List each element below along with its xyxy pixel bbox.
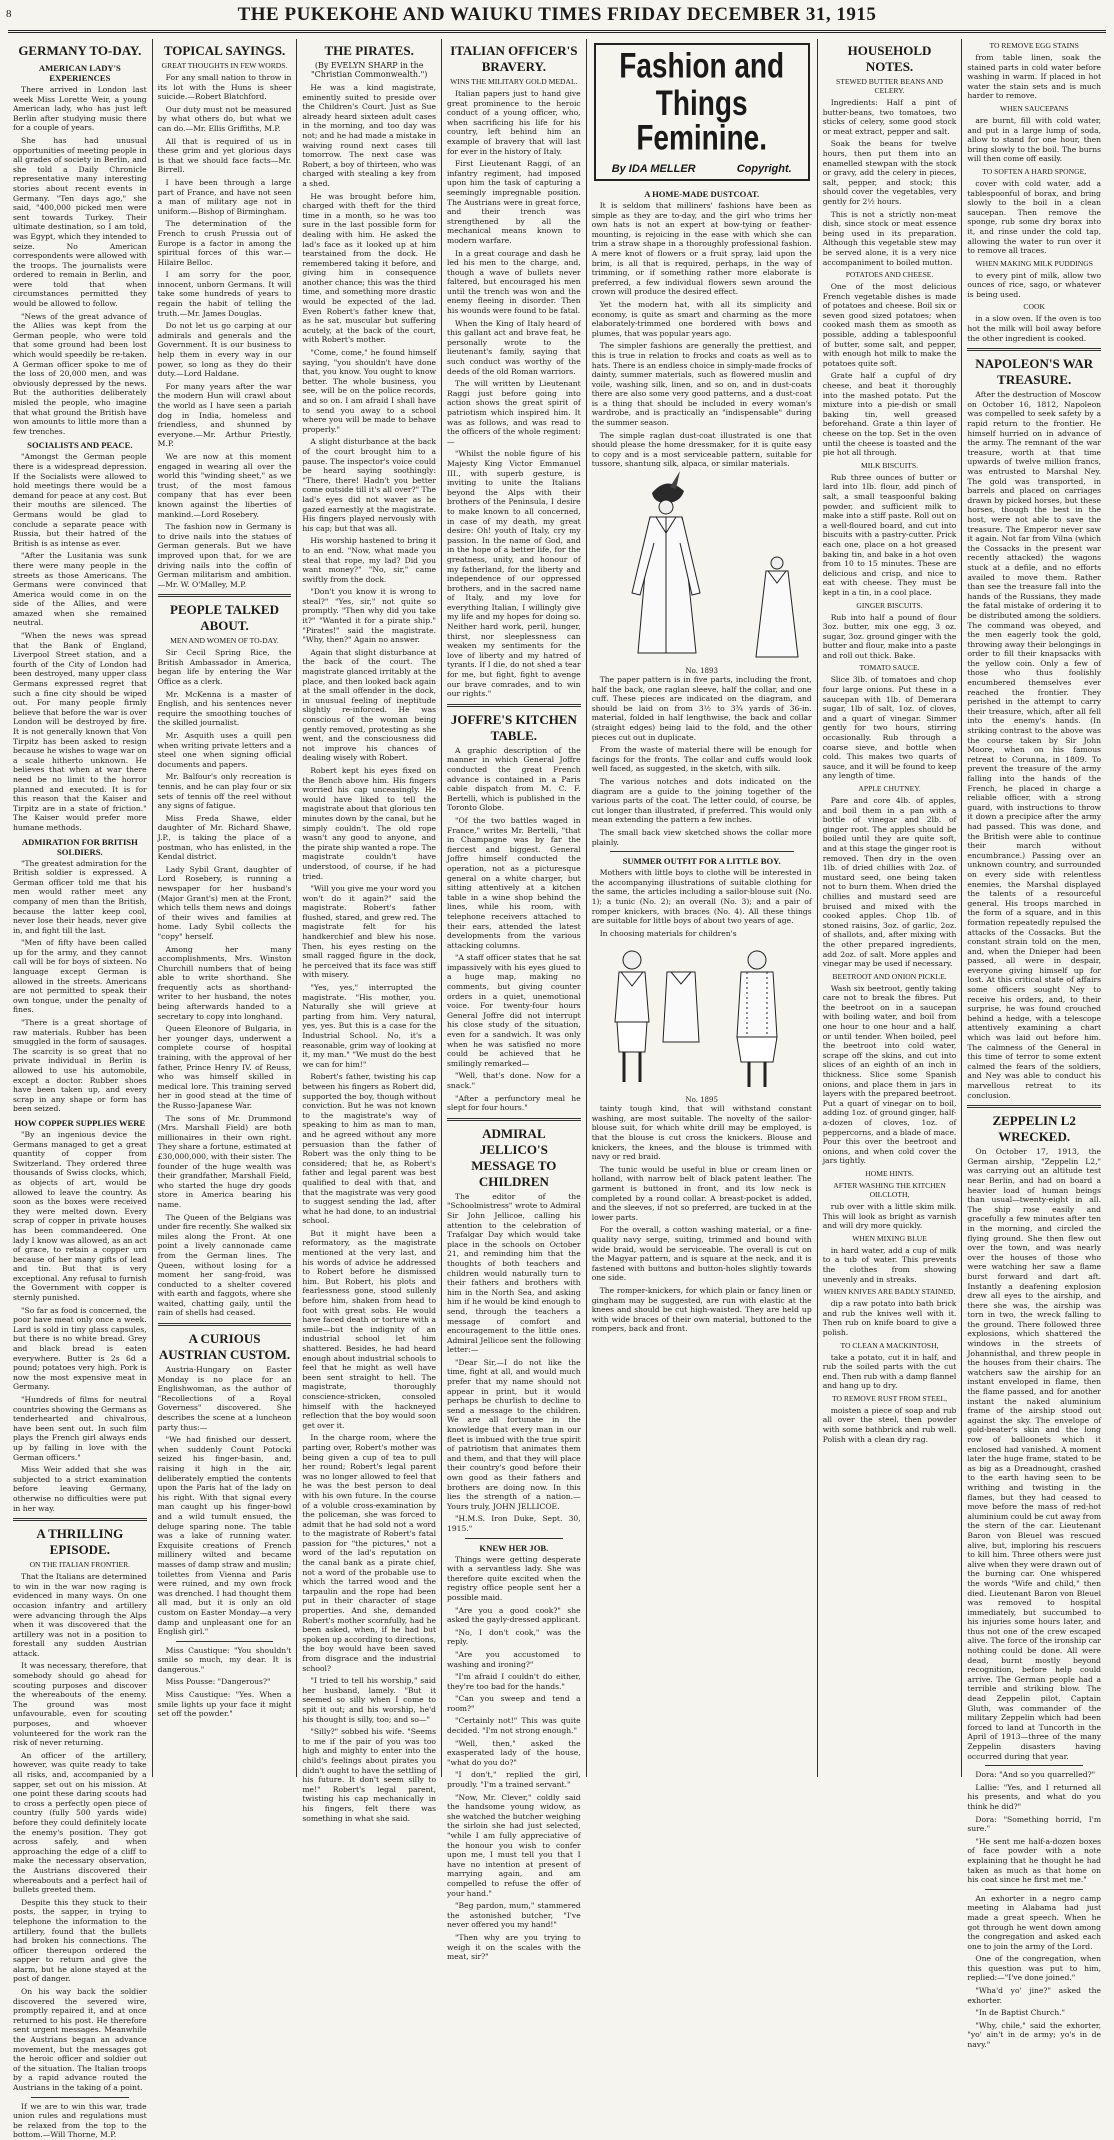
- paragraph: But it might have been a reformatory, as the magistrate mentioned at the very last, and his words of advice he addressed to Robert before he dismissed him. But Robert, his plots and fearlessness gone, stood sullenly before him, shaken from head to foot with great sobs. He would have faced death or torture with a smile—but the indignity of an industrial school let him shattered. Besides, he had heard enough about industrial schools to feel that he might as well have been sent straight to hell. The magistrate, thoroughly conscience-stricken, consoled himself with the hackneyed reflection that the boy would soon get over it.: [302, 1228, 437, 1430]
- paragraph: Wash six beetroot, gently taking care not to break the fibres. Put the beetroot on in a saucepan with boiling water, and boil from one hour to one hour and a half, or until tender. When boiled, peel the beetroot into cold water, scrape off the skins, and cut into slices of an eighth of an inch in thickness. Slice some Spanish onions, and place them in jars in layers with the prepared beetroot. Put a quart of vinegar on to boil, adding 1oz. of ground ginger, half-a-dozen of cloves, 1oz. of peppercorns, and a blade of mace. Pour this over the beetroot and onions, and when cold cover the jars tightly.: [822, 983, 957, 1166]
- paragraph: An officer of the artillery, however, was quite ready to take all risks, and, accompanied by a sapper, set out on his mission. At one point these daring scouts had to cross a perfectly open piece of country (fully 500 yards wide) before they could definitely locate the enemy's position. They got across safely, and when approaching the edge of a cliff to make the necessary observation, the Austrians discovered their whereabouts and a perfect hail of bullets greeted them.: [13, 1750, 147, 1895]
- paragraph: "After a perfunctory meal he slept for four hours.": [447, 1093, 581, 1113]
- fashion-banner: [594, 43, 810, 181]
- paragraph: That the Italians are determined to win in the war now raging is evidenced in many ways. On one occasion infantry and artillery were advancing through the Alps when it was discovered that the artillery was not in a position to forestall any sudden Austrian attack.: [13, 1572, 147, 1658]
- paragraph: Austria-Hungary on Easter Monday is no place for an Englishwoman, as the author of "Recollections of a Royal Governess" discovered. She describes the scene at a luncheon party thus:—: [157, 1365, 292, 1432]
- paragraph: An exhorter in a negro camp meeting in Alabama had just made a great speech. When he got through he went down among the congregation and asked each one to join the army of the Lord.: [967, 1893, 1102, 1951]
- headline-napoleon-treasure: NAPOLEON'S WAR TREASURE.: [975, 356, 1094, 388]
- paragraph: moisten a piece of soap and rub all over the steel, then powder with some bathbrick and rub well. Polish with a clean dry rag.: [822, 1405, 957, 1444]
- paragraph: Mr. Asquith uses a quill pen when writing private letters and a steel one when signing official documents and papers.: [157, 731, 292, 769]
- paragraph: Robert kept his eyes fixed on the Bench above him. His fingers worried his cap unceasingly. He would have liked to tell the magistrate about that glorious ten minutes down by the canal, but he simply couldn't. The old rope wasn't any good to anyone, and the pirate ship wanted a rope. The magistrate couldn't have understood, of course, if he had tried.: [302, 765, 437, 881]
- paragraph: If we are to win this war, trade union rules and regulations must be relaxed from the top to the bottom.—Will Thorne, M.P.: [13, 2101, 147, 2140]
- hint-heading: TO SOFTEN A HARD SPONGE,: [982, 166, 1087, 176]
- headline-household-notes: HOUSEHOLD NOTES.: [847, 43, 932, 74]
- subhead-potatoes-cheese: POTATOES AND CHEESE.: [845, 270, 934, 280]
- paragraph: For the overall, a cotton washing material, or a fine-quality navy serge, suiting, trimmed and bound with wide braid, would be serviceable. The overall is cut on the Magyar pattern, and is square at the neck, and it is fastened with buttons and button-holes slightly towards one side.: [591, 1225, 812, 1283]
- paragraph: "News of the great advance of the Allies was kept from the German people, who were told that some ground had been lost which would speedily be re-taken. A German officer spoke to me of the loss of 20,000 men, and was obviously depressed by the news. But the authorities deliberately misled the people, who imagine that what ground the British have won amounts to little more than a few trenches.: [13, 311, 147, 436]
- figure-caption: No. 1893: [685, 667, 718, 676]
- paragraph: In a great courage and dash he led his men to the charge, and, though a wave of bullets never faltered, but encouraged his men until the trench was won and the enemy fleeing in disorder. Then his wounds were found to be fatal.: [447, 248, 581, 316]
- divider: [465, 1538, 563, 1539]
- paragraph: Ingredients: Half a pint of butter-beans, two tomatoes, two sticks of celery, some good stock or meat extract, pepper and salt.: [822, 98, 957, 136]
- paragraph: In the charge room, where the parting over, Robert's mother was being given a cup of tea to pull her round; Robert's legal parent was no longer allowed to feel that he was the best person to deal with his own future. In the course of a voluble cross-examination by the policeman, she was forced to admit that he had sold not a word to the magistrate of Robert's fatal passion for "the pictures," not a word of the lad's reputation on the canal bank as a pirate chief, not a word of the probable use to which the tarred wood and the tarpaulin and the rope had been put in their character of stage properties. And she, demanded Robert's mother scornfully, had he been asked, when, if he had but spoken up according to directions, the boy would have been saved from disgrace and the industrial school?: [302, 1433, 437, 1673]
- paragraph: Italian papers just to hand give great prominence to the heroic conduct of a young officer, who, when sacrificing his life for his country, left behind him an example of bravery that will last for ever in the history of Italy.: [447, 89, 581, 156]
- divider: [985, 1889, 1083, 1890]
- subhead-milk-biscuits: MILK BISCUITS.: [861, 460, 918, 470]
- quote: Do not let us go carping at our admirals and generals and the Government. It is our business to help them in every way in our power, so long as they do their duty.—Lord Haldane.: [157, 321, 292, 379]
- subhead-socialists: SOCIALISTS AND PEACE.: [27, 440, 133, 451]
- paragraph: "Come, come," he found himself saying, "you shouldn't have done that, you know. You ought to know better. The whole business, you see, will be on the police records, and so on. I am afraid I shall have to send you away to a school where you will be made to behave properly.": [302, 348, 437, 434]
- paragraph: A graphic description of the manner in which General Joffre conducted the great French advance is contained in a Paris cable dispatch from M. C. F. Bertelli, which is published in the Toronto Globe.: [447, 745, 581, 813]
- paragraph: "Why, chile," said the exhorter, "yo' ain't in de army; yo's in de navy.": [967, 2020, 1102, 2050]
- paragraph: Slice 3lb. of tomatoes and chop four large onions. Put these in a saucepan with 1lb. of Demerara sugar, 1lb of salt, 1oz. of cloves, and a quart of vinegar. Simmer gently for two hours, stirring occasionally. Rub through a coarse sieve, and bottle when cold. This makes two quarts of sauce, and it will be found to keep any length of time.: [822, 675, 957, 781]
- paragraph: Soak the beans for twelve hours, then put them into an enamelled stewpan with the stock or gravy, add the celery in pieces, salt, pepper, and stock; this should cover the vegetables, very gently for 2½ hours.: [822, 139, 957, 206]
- figure-caption: No. 1895: [685, 1096, 718, 1105]
- paragraph: The tunic would be useful in blue or cream linen or holland, with narrow belt of black patent leather. The garment is buttoned in front, and its low neck is completed by a round collar. A breast-pocket is added, and the sleeves, if not so preferred, are tucked in at the lower parts.: [591, 1164, 812, 1222]
- headline-zeppelin-wrecked: ZEPPELIN L2 WRECKED.: [992, 1113, 1076, 1145]
- paragraph: "By an ingenious device the Germans managed to get a great quantity of copper from Switzerland. They ordered three thousands of Swiss clocks, which, as objects of art, would be allowed to leave the country. As soon as the boxes were received they were melted down. Every scrap of copper in private houses has been commandeered. One lady I know was allowed, as an act of grace, to retain a copper urn because of her many gifts of lead and tin. But that is very exceptional. Any refusal to furnish the Government with copper is sternly punished.: [13, 1129, 147, 1303]
- paragraph: Miss Caustique: "Yes. When a smile lights up your face it might set off the powder.": [157, 1690, 292, 1719]
- paragraph: His worship hastened to bring it to an end. "Now, what made you steal that rope, my lad? Did you want money?" "No, sir," came swiftly from the dock.: [302, 536, 437, 584]
- back-view-sketch-icon: [742, 553, 812, 663]
- paragraph: cover with cold water, add a tablespoonful of borax, and bring slowly to the boil in a clean saucepan. Then remove the sponge, rub some dry borax into it, and rinse under the cold tap, allowing the water to run over it to remove all traces.: [967, 178, 1102, 256]
- paragraph: "Now, Mr. Clever," coldly said the handsome young widow, as she watched the butcher weighing the sirloin she had just selected, "while I am fully appreciative of the honour you wish to confer upon me, I must tell you that I have no intention at present of marrying again, and am compelled to refuse the offer of your hand.": [447, 1792, 581, 1898]
- paragraph: Things were getting desperate with a servantless lady. She was therefore quite excited when the registry office people sent her a possible maid.: [447, 1554, 581, 1602]
- paragraph: There arrived in London last week Miss Lorette Weir, a young American lady, who has just left Berlin after studying music there for a couple of years.: [13, 85, 147, 133]
- paragraph: The romper-knickers, for which plain or fancy linen or gingham may be suggested, are run with elastic at the knees and should be cut high-waisted. They are held up with wide braces of their own material, buttoned to the rompers, back and front.: [591, 1285, 812, 1334]
- paragraph: "Are you a good cook?" she asked the gayly-dressed applicant.: [447, 1605, 581, 1625]
- paragraph: "In de Baptist Church.": [975, 2008, 1066, 2018]
- quote: We are now at this moment engaged in wearing all over the world this "winding sheet," as we trust, of the most famous company that has ever been known against the liberties of mankind.—Lord Rosebery.: [157, 451, 292, 519]
- paragraph: "There is a great shortage of raw materials. Rubber has been smuggled in the form of sausages. The scarcity is so great that no private individual in Berlin is allowed to use his automobile, except a doctor. Rubber shoes have been taken up, and every scrap in any shape or form has been seized.: [13, 1018, 147, 1114]
- divider: [176, 1641, 274, 1642]
- paragraph: "Well, that's done. Now for a snack.": [447, 1071, 581, 1090]
- paragraph: The simple raglan dust-coat illustrated is one that should please the home dressmaker, for it is quite easy to copy and is a most serviceable pattern, suitable for tussore, shantung silk, alpaca, or similar materials.: [591, 430, 812, 469]
- quote: I am sorry for the poor, innocent, unborn Germans. It will take some hundreds of years to regain the habit of telling the truth.—Mr. James Douglas.: [157, 270, 292, 318]
- divider: [985, 1765, 1083, 1766]
- divider: [447, 704, 581, 707]
- paragraph: Dora: "Something horrid, I'm sure.": [967, 1814, 1102, 1834]
- paragraph: Miss Pousse: "Dangerous?": [165, 1677, 271, 1687]
- paragraph: First Lieutenant Raggi, of an infantry regiment, had imposed upon him the task of capturing a seemingly impregnable position. The Austrians were in great force, and their trench was strengthened by all the mechanical means known to modern warfare.: [447, 159, 581, 245]
- quote: For any small nation to throw in its lot with the Huns is sheer suicide.—Robert Blatchford.: [157, 73, 292, 102]
- divider: [158, 1323, 292, 1326]
- banner-title-line-2: Feminine.: [636, 118, 768, 157]
- paragraph: The Queen of the Belgians was under fire recently. She walked six miles along the Front. At one point a lively cannonade came from the German lines. The Queen, without losing for a moment her sang-froid, was conducted to a shelter covered with earth and faggots, where she waited, chatting gaily, until the rain of shells had ceased.: [157, 1212, 292, 1318]
- subhead-italian-frontier: ON THE ITALIAN FRONTIER.: [29, 1560, 131, 1570]
- paragraph: The paper pattern is in five parts, including the front, half the back, one raglan sleeve, half the collar, and one cuff. These pieces are indicated on the diagram, and should be laid on from 3½ to 3¾ yards of 36-in. material, folded in half lengthwise, the back and collar (straight edges) being laid to the fold, and the other pieces cut out in duplicate.: [591, 675, 812, 742]
- paragraph: "Are you accustomed to washing and ironing?": [447, 1649, 581, 1669]
- paragraph: "After the Lusitania was sunk there were many people in the streets as those Americans. The Germans were convinced that America would come in on the side of the Allies, and were amazed when she remained neutral.: [13, 551, 147, 628]
- paragraph: Despite this they stuck to their posts, the sapper, in trying to telephone the information to the artillery, found that the bullets had broken his connections. The officer thereupon ordered the sapper to return and give the alarm, but he alone stayed at the post of danger.: [13, 1897, 147, 1984]
- paragraph: "Well, then," asked the exasperated lady of the house, "what do you do?": [447, 1738, 581, 1767]
- hint-heading: AFTER WASHING THE KITCHEN OILCLOTH,: [833, 1180, 946, 1199]
- paragraph: are burnt, fill with cold water, and put in a large lump of soda, allow to stand for one hour, then bring slowly to the boil. The burns will then come off easily.: [967, 115, 1102, 164]
- paragraph: The various notches and dots indicated on the diagram are a guide to the joining together of the various parts of the coat. The letter could, of course, be cut longer than illustrated, if preferred. This would only mean extending the pattern a few inches.: [591, 776, 812, 825]
- paragraph: It was necessary, therefore, that somebody should go ahead for scouting purposes and discover the whereabouts of the enemy. The ground was most unfavourable, even for scouting purposes, and whoever volunteered for the work ran the risk of never returning.: [13, 1661, 147, 1748]
- paragraph: "A staff officer states that he sat impassively with his eyes glued to a huge map, making no comments, but giving counter orders in a quiet, unemotional voice. For twenty-four hours General Joffre did not interrupt his close study of the situation, even for a sandwich. It was only when he was satisfied no more could be achieved that he smilingly remarked—: [447, 953, 581, 1068]
- paragraph: The small back view sketched shows the collar more plainly.: [591, 827, 812, 847]
- headline-italian-officer: ITALIAN OFFICER'S BRAVERY.: [450, 43, 578, 74]
- column-3: [297, 39, 442, 1823]
- paragraph: He was a kind magistrate, eminently suited to preside over the Children's Court. Just as Sue already heard sixteen adult cases in the morning, and too day was not; and he had made a mistake in waiving round next cases till tomorrow. The next case was Robert, a boy of thirteen, who was charged with stealing a key from a shed.: [302, 83, 437, 188]
- paragraph: Dora: "And so you quarrelled?": [975, 1770, 1096, 1780]
- paragraph: to every pint of milk, allow two ounces of rice, sago, or whatever is being used.: [967, 270, 1102, 299]
- paragraph: The simpler fashions are generally the prettiest, and this is true in relation to frocks and coats as well as to hats. There is an endless choice in simply-made frocks of dainty, summer materials, such as flowered muslin and voile, washing silk, linen, and so on, and in dust-coats there are also some very good patterns, and a dust-coat is a thing that should be included in every woman's wardrobe, and is practically an "indispensable" during the summer season.: [591, 341, 812, 428]
- paragraph: On October 17, 1913, the German airship, "Zeppelin L2," was carrying out an altitude test near Berlin, and had on board a heavier load of human beings than usual—twenty-eight in all. The ship rose easily and gracefully a few minutes after ten in the morning, and circled the flying ground. She then flew out over the town, and was nearly over the houses of those who were watching her saw a flame burst forward and dart aft. Instantly a deafening explosion drew all eyes to the airship, and there she was, the airship was torn in two, the wreck falling to the ground. There followed three explosions, which shattered the windows in the streets of Johannisthal, and threw people in the houses from their chairs. The watchers saw the airship for an instant enveloped in flame, then the flame passed, and for another instant the naked aluminium frame of the airship stood out against the sky. The envelope of gold-beater's skin and the long row of balloonets which it enclosed had vanished. A moment later the huge frame, stated to be as big as a Dreadnought, crashed to the earth having seen to be writhing and twisting in the flames, but they had ceased to move before the mass of red-hot aluminium could be cut away from the stern of the car. Lieutenant Baron von Bleuel was rescued alive, but, imploring his rescuers to kill him. Three others were just alive when they were drawn out of the burning car. One whispered the words "Wife and child," then died. Lieutenant Baron von Bleuel was removed to hospital immediately, but succumbed to his injuries some hours later, and thus not one of the crew escaped alive. The force of the ironship car nothing could be done. All were dead, burnt mostly beyond recognition, before help could arrive. The German people had a terrible and striking blow. The dead Zeppelin pilot, Captain Gluth, was commander of the military Zeppelin which had been forced to land at Tuncorth in the April of 1913—three of the many Zeppelin disasters having occurred during that year.: [967, 1147, 1102, 1761]
- paragraph: Lady Sybil Grant, daughter of Lord Rosebery, is running a newspaper for her husband's (Major Grant's) men at the Front, which tells them news and doings of their wives and families at home. Lady Sybil collects the "copy" herself.: [157, 864, 292, 941]
- paragraph: "Silly?" sobbed his wife. "Seems to me if the pair of you was too high and mighty to enter into the child's feelings about pirates you didn't ought to have the settling of his future. It don't seem silly to me!" Robert's legal parent, twisting his cap mechanically in his fingers, felt there was something in what she said.: [302, 1727, 437, 1823]
- paragraph: When the King of Italy heard of this gallant act and brave feat, he personally wrote to the lieutenant's family, saying that such conduct was worthy of the deeds of the old Roman warriors.: [447, 318, 581, 376]
- quote: The fashion now in Germany is to drive nails into the statues of German generals. But we have improved upon that, for we are driving nails into the coffin of German militarism and ambition.—Mr. W. O'Malley, M.P.: [157, 522, 292, 589]
- column-2: [153, 39, 298, 1777]
- subhead-tomato-sauce: TOMATO SAUCE.: [859, 663, 920, 673]
- paragraph: She has had unusual opportunities of meeting people in all grades of society in Berlin, and she told a Daily Chronicle representative many interesting stories about recent events in Germany. "Ten days ago," she said, "400,000 picked men were sent towards Turkey. Their ultimate destination, so I am told, was Egypt, which they intended to seize. No American correspondents were allowed with the troops. The journalists were ordered to remain in Berlin, and were told that when circumstances permitted they would be allowed to follow.: [13, 135, 147, 309]
- subhead-gold-medal: WINS THE MILITARY GOLD MEDAL.: [450, 77, 578, 86]
- hint-heading: WHEN SAUCEPANS: [1000, 103, 1069, 113]
- paragraph: One of the congregation, when this question was put to him, replied:—"I've done joined.": [967, 1954, 1102, 1983]
- paragraph: "Hundreds of films for neutral countries showing the Germans as tenderhearted and chivalrous, have been sent out. In such film plays the French girl always ends up by falling in love with the German officers.": [13, 1395, 147, 1462]
- paragraph: "We had finished our dessert, when suddenly Count Potocki seized his finger-basin, and, raising it high in the air, deliberately emptied the contents upon the Paris hat of the lady on his right. With that signal every man caught up his finger-bowl and a wild tumult ensued, the deluge sparing none. The table was a lake of running water. Exquisite creations of French millinery wilted and became masses of damp straw and muslin; toilettes from Vienna and Paris were ruined, and my own frock was drenched. I had thought them all mad, but it is only an old custom on Easter Monday—a very damp and unpleasant one for an English girl.": [157, 1435, 292, 1637]
- hint-heading: TO REMOVE RUST FROM STEEL,: [831, 1393, 948, 1403]
- paragraph: "I don't," replied the girl, proudly. "I'm a trained servant.": [447, 1770, 581, 1790]
- paragraph: Lallie: "Yes, and I returned all his presents, and what do you think he did?": [967, 1782, 1102, 1811]
- paragraph: Mothers with little boys to clothe will be interested in the accompanying illustrations of suitable clothing for the same, the articles including a sailor-blouse suit (No. 1); a tunic (No. 2); an overall (No. 3); and a pair of romper knickers, with braces (No. 4). All these things are suitable for little boys of about two years of age.: [591, 868, 812, 926]
- column-5: [587, 39, 818, 1777]
- quote: All that is required of us in these grim and yet glorious days is that we should face facts—Mr. Birrell.: [157, 136, 292, 175]
- paragraph: "Certainly not!" This was quite decided. "I'm not strong enough.": [447, 1716, 581, 1736]
- divider: [158, 594, 292, 597]
- byline: (By EVELYN SHARP in the "Christian Commonwealth."): [310, 61, 428, 79]
- headline-curious-austrian-custom: A CURIOUS AUSTRIAN CUSTOM.: [158, 1331, 291, 1363]
- paragraph: "Men of fifty have been called up for the army, and they cannot call will be for boys of sixteen. No language except German is allowed in the streets. Americans are not permitted to speak their own tongue, under the penalty of fines.: [13, 938, 147, 1015]
- columns: [8, 39, 1106, 2140]
- quote: I have been through a large part of France, and have not seen a man of military age not in uniform.—Bishop of Birmingham.: [157, 177, 292, 216]
- paragraph: "Whilst the noble figure of his Majesty King Victor Emmanuel III., with superb gesture, is inviting to unite the Italians beyond the Alps with their brothers of the Peninsula, I desire to make known to all concerned, in case of my death, my great desire: Oh! youth of Italy, cry my passion. In the name of God, and in the hope of a better life, for the greatness, unity, and honour of my fatherland, for the liberty and independence of our oppressed brothers, and in the sacred name of Italy, and my love for everything Italian, I willingly give my life and my hopes for doing so. Neither hard work, peril, hunger, thirst, nor sleeplessness can weaken my sentiments for the love of liberty and my hatred of tyrants. If I die, do not shed a tear for me, but fight, fight to avenge our brave comrades, and to win our rights.": [447, 449, 581, 699]
- paragraph: It is seldom that milliners' fashions have been as simple as they are to-day, and the girl who trims her own hats is not an expert at bow-tying or feather-mounting, is rejoicing in the ease with which she can trim a straw shape in a thoroughly professional fashion. A mere knot of flowers or a fruit spray, laid upon the brim, is all that is required, perhaps, in the way of trimming, or if something rather more elaborate is preferred, a few individual flowers sewn around the crown will produce the desired effect.: [591, 201, 812, 297]
- banner-byline: [602, 163, 802, 175]
- paragraph: "Then why are you trying to weigh it on the scales with the meat, sir?": [447, 1932, 581, 1962]
- banner-author: By IDA MELLER: [611, 163, 696, 175]
- paragraph: Rub three ounces of butter or lard into 1lb. flour, add pinch of salt, a small teaspoonful baking powder, and sufficient milk to make into a stiff paste. Roll out on a well-floured board, and cut into biscuits with a pastry-cutter. Prick each one, place on a hot greased baking tin, and bake in a hot oven from 10 to 15 minutes. These are delicious and crisp, and nice to eat with cheese. They must be kept in a tin, in a cool place.: [822, 472, 957, 597]
- subhead-stewed-beans: STEWED BUTTER BEANS AND CELERY.: [836, 77, 943, 95]
- paragraph: "I'm afraid I couldn't do either, they're too bad for the hands.": [447, 1672, 581, 1691]
- paragraph: The editor of the "Schoolmistress" wrote to Admiral Sir John Jellicoe, calling his attention to the celebration of Trafalgar Day which would take place in the schools on October 21, and reminding him that the thoughts of both teachers and children would naturally turn to their fathers and brothers with him in the North Sea, and asking him if he would be kind enough to send, through the teachers a message of comfort and encouragement to the little ones. Admiral Jellicoe sent the following letter:—: [447, 1191, 581, 1355]
- headline-people-talked-about: PEOPLE TALKED ABOUT.: [170, 602, 279, 634]
- hint-heading: WHEN MAKING MILK PUDDINGS: [975, 258, 1093, 268]
- paragraph: Miss Caustique: "You shouldn't smile so much, my dear. It is dangerous.": [157, 1645, 292, 1674]
- divider: [967, 348, 1101, 351]
- paragraph: "Wha'd yo' jine?" asked the exhorter.: [967, 1986, 1102, 2005]
- hint-heading: WHEN MIXING BLUE: [852, 1233, 927, 1243]
- paragraph: Miss Freda Shawe, elder daughter of Mr. Richard Shawe, J.P., is taking the place of a postman, who has enlisted, in the Kendal district.: [157, 813, 292, 862]
- subhead-american-lady: AMERICAN LADY'S EXPERIENCES: [38, 63, 121, 83]
- hint-heading: TO REMOVE EGG STAINS: [989, 41, 1079, 50]
- column-6: [818, 39, 963, 1777]
- headline-summer-outfit: SUMMER OUTFIT FOR A LITTLE BOY.: [622, 856, 781, 867]
- paragraph: "Can you sweep and tend a room?": [447, 1694, 581, 1713]
- paragraph: "No, I don't cook," was the reply.: [447, 1627, 581, 1647]
- paragraph: In choosing materials for children's: [599, 928, 737, 938]
- paragraph: "Amongst the German people there is a widespread depression. If the Socialists were allowed to hold meetings there would be a demand for peace at any cost. But their mouths are silenced. The Germans would be glad to conclude a separate peace with Russia, but their hatred of the British is as intense as ever.: [13, 452, 147, 548]
- hint-heading: TO CLEAN A MACKINTOSH,: [840, 1340, 939, 1350]
- paragraph: Grate half a cupful of dry cheese, and beat it thoroughly into the mashed potato. Put the mixture into a pie-dish or small baking tin, well greased beforehand. Grate a thin layer of cheese on the top. Set in the oven until the cheese is toasted and the pie hot all through.: [822, 371, 957, 458]
- newspaper-title: THE PUKEKOHE AND WAIUKU TIMES FRIDAY DECEMBER 31, 1915: [237, 4, 877, 25]
- paragraph: Robert's father, twisting his cap between his fingers as Robert did, supported the boy, though without conviction. But he was not known to the magistrate's way of speaking to him as man to man, and he agreed without any more persuasion than the father of Robert was the only thing to be considered; that he, as Robert's father and legal parent was best qualified to deal with that, and that the magistrate was very good to suggest sending the lad, after what he had done, to an industrial school.: [302, 1072, 437, 1226]
- headline-topical-sayings: TOPICAL SAYINGS.: [163, 43, 286, 58]
- subhead-ginger-biscuits: GINGER BISCUITS.: [856, 600, 923, 610]
- paragraph: The will written by Lieutenant Raggi just before going into action shows the great spirit of patriotism which inspired him. It was as follows, and was read to the officers of the whole regiment:—: [447, 379, 581, 446]
- paragraph: "I tried to tell his worship," said her husband, lamely. "But it seemed so silly when I come to spit it out; and his worship, he'd his thought is silly, too; and so—": [302, 1676, 437, 1724]
- hint-heading: COOK: [1023, 302, 1045, 312]
- paragraph: After the destruction of Moscow on October 16, 1812, Napoleon was compelled to seek safety by a rapid return to the frontier. He himself hurried on in advance of the army. The remnant of the war treasure, worth at that time upwards of twelve million francs, was entrusted to Marshal Ney. The gold was transported, in barrels and placed on carriages drawn by picked horses, but these horses, though the best in the host, were not able to save the treasure. The Emperor never saw it again. Not far from Vilna (which the Cossacks in the present war recently attacked) the wagons stuck at a defile, and no efforts availed to move them. Rather than see the treasure fall into the hands of the Russians, they made the fatal mistake of ordering it to be distributed among the soldiers. The command was obeyed, and the men eagerly took the gold, throwing away their belongings in order to fill their knapsacks with the yellow coin. Only a few of those who thus foolishly encumbered themselves ever reached the frontier. They perished in the attempt to carry their treasure, which, after all fell into the enemy's hands. (In striking contrast to the above was the course taken by Sir John Moore, when on his famous retreat to Corunna, in 1809. To prevent the treasure of the army falling into the hands of the French, he placed in charge a reliable officer, with a strong guard, with instructions to throw it down a precipice after the army had passed. This was done, and the British were able to continue their march without encumbrance.) Passing over an unknown country, and surrounded on every side with relentless enemies, the Marshal displayed the talents of a resourceful general. His troops marched in the form of a square, and in this formation repeatedly repulsed the attacks of the Cossacks. But the constant strain told on the men, and, when the Dnieper had been passed, all were in despair, everyone giving himself up for lost. At this critical state of affairs some officers sought Ney to receive his orders, and, to their surprise, he was found crouched behind a hedge, with a telescope attentively examining a chart which was laid out before him. The calmness of the General in this time of terror to some extent calmed the fears of the soldiers, and Ney was able to conduct his marvellous retreat to its conclusion.: [967, 390, 1102, 1100]
- headline-knew-her-job: KNEW HER JOB.: [479, 1542, 549, 1553]
- paragraph: take a potato, cut it in half, and rub the soiled parts with the cut end. Then rub with a damp flannel and hang up to dry.: [822, 1352, 957, 1391]
- subhead-great-thoughts: GREAT THOUGHTS IN FEW WORDS.: [161, 61, 288, 70]
- paragraph: From the waste of material there will be enough for facings for the fronts. The collar and cuffs would look well faced, as suggested, in the sketch, with silk.: [591, 745, 812, 774]
- paragraph: from table linen, soak the stained parts in cold water before washing in warm. If placed in hot water the stain sets and is much harder to remove.: [967, 53, 1102, 101]
- column-4: [442, 39, 587, 1962]
- romper-boy-icon: [707, 942, 807, 1092]
- paragraph: tainty tough kind, that will withstand constant washing, are most suitable. The novelty of the sailor-blouse suit, for which white drill may be employed, is that the blouse is cut cross the knickers. Blouse and knickers, the knees, and the blouse is trimmed with navy or red braid.: [591, 1104, 812, 1162]
- banner-title-line-1: Fashion and Things: [619, 46, 785, 123]
- paragraph: "He sent me half-a-dozen boxes of face powder with a note explaining that he thought he had taken as much as that home on his coat since he first met me.": [967, 1836, 1102, 1885]
- masthead: [8, 0, 1106, 33]
- page-number: 8: [6, 8, 12, 20]
- woman-in-dustcoat-icon: [592, 473, 742, 663]
- subhead-home-hints: HOME HINTS.: [865, 1168, 914, 1178]
- quote: For many years after the war the modern Hun will crawl about the world as I have seen a pariah dog in India, homeless and friendless, and shunned by everyone.—Mr. Arthur Priestly, M.P.: [157, 381, 292, 449]
- paragraph: Mr. McKenna is a master of English, and his sentences never require the smoothing touches of the skilled journalist.: [157, 689, 292, 728]
- paragraph: On his way back the soldier discovered the severed wire, promptly repaired it, and at once returned to his post. He therefore sent urgent messages. Meanwhile the Austrians began an advance movement, but the messages got the heroic officer and soldier out of the situation. The Italian troops by a rapid advance routed the Austrians in the taking of a point.: [13, 1987, 147, 2092]
- quote: The determination of the French to crush Prussia out of Europe is a factor in among the spiritual forces of this war.—Hilaire Belloc.: [157, 219, 292, 267]
- divider: [610, 851, 794, 852]
- paragraph: He was brought before him, charged with theft for the third time in a month, so he was too sure in the last possible form for dealing with him. He asked the lad's face as it looked up at him tearstained from the dock. He remembered taking it before, and giving him in consequence another chance; this was the third time, and something more drastic would be expected of the lad. Even Robert's father knew that, as he sat, muscular but suffering acutely, at the back of the court, with Robert's mother.: [302, 191, 437, 345]
- headline-the-pirates: THE PIRATES.: [324, 43, 414, 58]
- paragraph: Miss Weir added that she was subjected to a strict examination before leaving Germany, otherwise no difficulties were put in her way.: [13, 1465, 147, 1513]
- paragraph: "The greatest admiration for the British soldier is expressed. A German officer told me that his men would rather meet any company of men than the British, because the latter keep cool, never lose their heads, never give in, and fight till the last.: [13, 858, 147, 935]
- subhead-copper: HOW COPPER SUPPLIES WERE: [14, 1117, 146, 1128]
- subhead-admiration: ADMIRATION FOR BRITISH SOLDIERS.: [21, 836, 138, 857]
- paragraph: "When the news was spread that the Bank of England, Liverpool Street station, and a fourth of the City of London had been destroyed, many upper class Germans expressed regret that such a fine city should be wiped out. For many people firmly believe that before the war is over London will be destroyed by fire. It is not generally known that Von Tirpitz has been asked to resign because he wishes to wage war on a scale hitherto unknown. He believes that when at war there need be no limit to the horror planned and executed. It is for this reason that the Kaiser and Tirpitz are in a state of friction." The Kaiser would prefer more humane methods.: [13, 631, 147, 832]
- column-1: [8, 39, 153, 2140]
- divider: [31, 2097, 129, 2098]
- paragraph: This is not a strictly non-meat dish, since stock or meat essence being used in its preparation. Although this vegetable stew may be served alone, it is a very nice accompaniment to boiled mutton.: [822, 209, 957, 267]
- divider: [967, 1105, 1101, 1108]
- subhead-beetroot-pickle: BEETROOT AND ONION PICKLE.: [832, 971, 947, 981]
- paragraph: in hard water, add a cup of milk to a tub of water. This prevents the clothes from showing unevenly and in streaks.: [822, 1245, 957, 1284]
- headline-germany-today: GERMANY TO-DAY.: [18, 43, 142, 58]
- paragraph: Again that slight disturbance at the back of the court. The magistrate glanced irritably at the place, and then looked back again at the small offender in the dock, in unusual feeling of ineptitude slightly re-inforced. He was conscious of the woman being gently removed, protesting as she went, and the consciousness did not improve his chances of dealing wisely with Robert.: [302, 647, 437, 763]
- quote: Our duty must not be measured by what others do, but what we can do.—Mr. Ellis Griffiths, M.P.: [157, 104, 292, 133]
- paragraph: dip a raw potato into bath brick and rub the knives well with it. Then rub on knife board to give a polish.: [822, 1299, 957, 1337]
- paragraph: "Will you give me your word you won't do it again?" said the magistrate. Robert's father flushed, stared, and grew red. The magistrate felt for his handkerchief and blew his nose. Then, his eyes resting on the small ragged figure in the dock, he perceived that its face was stiff with misery.: [302, 884, 437, 980]
- headline-thrilling-episode: A THRILLING EPISODE.: [36, 1526, 124, 1558]
- paragraph: Pare and core 4lb. of apples, and boil them in a pan with a bottle of vinegar and 2lb. of ginger root. The apples should be boiled until they are quite soft, and at this stage the ginger root is removed. Then dry in the oven 1lb. of dried chillies with 2oz. of mustard seed, one being taken not to burn them. When dried the chillies and mustard seed are bruised and mixed with the cooked apples. Chop 1lb. of stoned raisins, 3oz. of garlic, 2oz. of shallots, and, after mixing with the other prepared ingredients, add 2oz. of salt. More apples and vinegar may be used if necessary.: [822, 796, 957, 969]
- divider: [13, 1518, 147, 1521]
- paragraph: in a slow oven. If the oven is too hot the milk will boil away before the other ingredient is cooked.: [967, 314, 1102, 343]
- paragraph: Among her many accomplishments, Mrs. Winston Churchill numbers that of being able to write shorthand. She frequently acts as shorthand-writer to her husband, the notes being afterwards handed to a secretary to copy into longhand.: [157, 944, 292, 1021]
- headline-admiral-jellicoe: ADMIRAL JELLICO'S MESSAGE TO CHILDREN: [471, 1125, 557, 1189]
- subhead-men-and-women: MEN AND WOMEN OF TO-DAY.: [170, 636, 279, 646]
- paragraph: "So far as food is concerned, the poor have meat only once a week. Lard is sold in tiny glass capsules, but there is no white bread. Grey and black bread is eaten everywhere. Butter is 2s 6d a pound; potatoes very high. Pork is now the most expensive meat in Germany.: [13, 1305, 147, 1392]
- banner-copyright: Copyright.: [736, 163, 792, 175]
- dustcoat-illustration: [592, 473, 812, 663]
- paragraph: "Of the two battles waged in France," writes Mr. Bertelli, "that in Champagne was by far the fiercest and biggest. General Joffre himself conducted the operation, not as a picturesque general on a white charger, but sitting attentively at a kitchen table in a wine shop behind the lines, while his room, with telephone receivers attached to their ears, attended the latest developments from the various attacking columns.: [447, 815, 581, 950]
- paragraph: "H.M.S. Iron Duke, Sept. 30, 1915.": [447, 1514, 581, 1533]
- paragraph: "Beg pardon, mum," stammered the astonished butcher, "I've never offered you my hand!": [447, 1901, 581, 1930]
- paragraph: A slight disturbance at the back of the court brought him to a pause. The inspector's voice could be heard saying soothingly: "There, there! Hadn't you better come outside till it's all over?" The lad's eyes did not waver as he gazed earnestly at the magistrate. His fingers played nervously with his cap; but that was all.: [302, 437, 437, 533]
- paragraph: One of the most delicious French vegetable dishes is made of potatoes and cheese. Boil six or seven good sized potatoes; when cooked mash them as smooth as possible, adding a tablespoonful of butter, some salt, and pepper, with enough hot milk to make the potatoes quite soft.: [822, 282, 957, 368]
- paragraph: Mr. Balfour's only recreation is tennis, and he can play four or six sets of tennis off the reel without any signs of fatigue.: [157, 772, 292, 811]
- hint-heading: WHEN KNIVES ARE BADLY STAINED,: [823, 1287, 956, 1297]
- sailor-suit-boy-icon: [597, 942, 707, 1092]
- paragraph: Yet the modern hat, with all its simplicity and economy, is quite as smart and charming as the more elaborately-trimmed one bordered with bows and plumes, that was popular years ago.: [591, 299, 812, 338]
- divider: [447, 1118, 581, 1121]
- paragraph: Sir Cecil Spring Rice, the British Ambassador in America, began life by entering the War Office as a clerk.: [157, 648, 292, 687]
- paragraph: Rub into half a pound of flour 3oz. butter, mix one egg, 3 oz. sugar, 3oz. ground ginger with the butter and flour, make into a paste and roll out thick. Bake.: [822, 612, 957, 660]
- subhead-apple-chutney: APPLE CHUTNEY.: [858, 784, 921, 793]
- paragraph: rub over with a little skim milk. This will look as bright as varnish and will dry more quickly.: [822, 1201, 957, 1231]
- paragraph: "Yes, yes," interrupted the magistrate. "His mother, you. Naturally she will grieve at parting from him. Very natural, yes, yes. But this is a case for the Industrial School. No, it's a reasonable, grim way of looking at it, my man." "We must do the best we can for him!": [302, 983, 437, 1069]
- headline-joffre-kitchen-table: JOFFRE'S KITCHEN TABLE.: [450, 711, 577, 743]
- headline-dustcoat: A HOME-MADE DUSTCOAT.: [644, 189, 760, 199]
- paragraph: Queen Eleonore of Bulgaria, in her younger days, underwent a complete course of hospital training, with the approval of her father, Prince Henry IV. of Reuss, who was himself skilled in medical lore. This training served her in good stead at the time of the Russo-Japanese War.: [157, 1024, 292, 1110]
- paragraph: "Don't you know it is wrong to steal?" "Yes, sir," not quite so promptly. "Then why did you take it?" "Wanted it for a pirate ship." "Pirates!" said the magistrate. "Why, then?" Again no answer.: [302, 587, 437, 645]
- column-7: [962, 39, 1106, 2050]
- paragraph: "Dear Sir,—I do not like the time, fight at all, and would much prefer that my name should not appear in print, but it would perhaps be churlish to decline to send a message to the children. We are all fortunate in the knowledge that every man in our fleet is imbued with the true spirit of patriotism that animates them and them, and that they will place their country's good before their own good as their fathers and brothers are doing now. In this lies the strength of a nation.—Yours truly, JOHN JELLICOE.: [447, 1357, 581, 1511]
- paragraph: The sons of Mr. Drummond (Mrs. Marshall Field) are both millionaires in their own right. They share a fortune, estimated at £30,000,000, with their sister. The founder of the huge wealth was their grandfather, Marshall Field, who started the huge dry goods store in America bearing his name.: [157, 1113, 292, 1209]
- boy-outfit-illustration: [592, 942, 812, 1092]
